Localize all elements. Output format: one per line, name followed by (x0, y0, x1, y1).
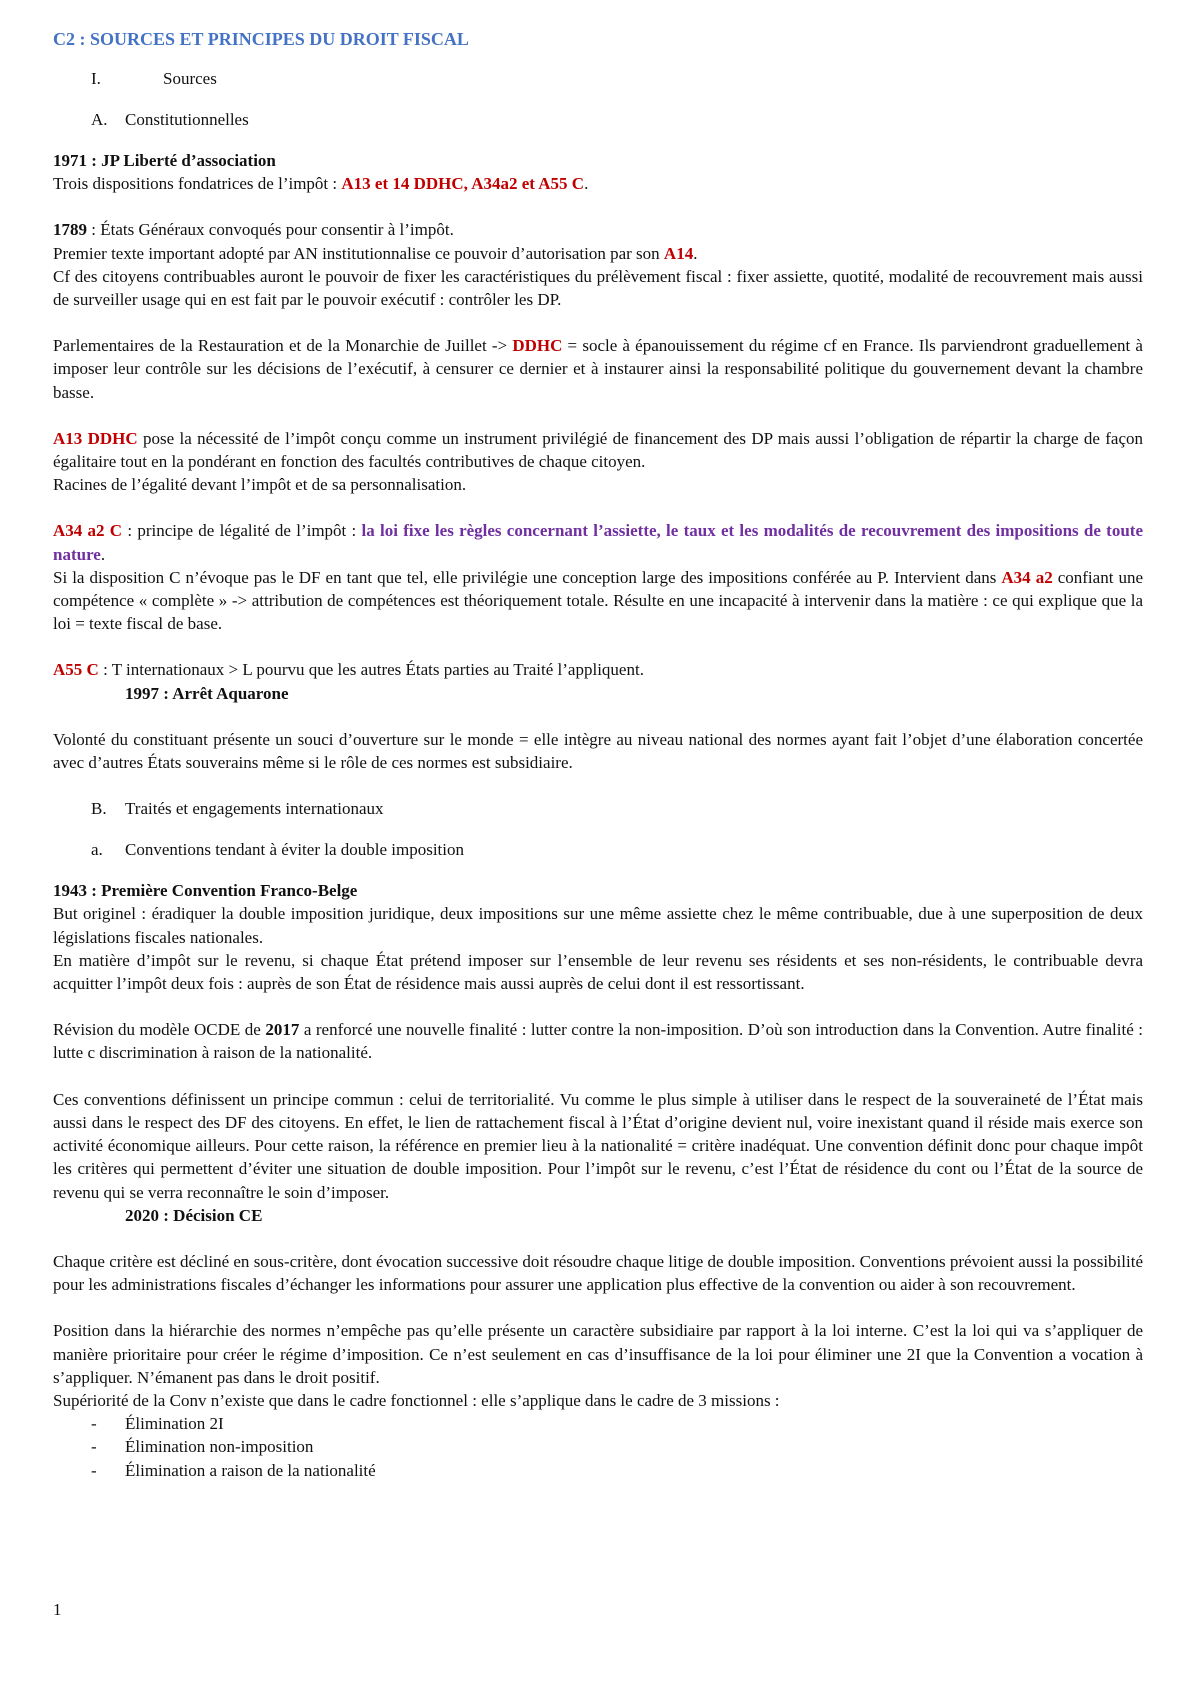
heading-number: I. (91, 69, 101, 88)
paragraph-superiorite: Supériorité de la Conv n’existe que dans le cadre fonctionnel : elle s’applique dans le cadre de 3 missions : (53, 1390, 780, 1410)
paragraph-a13: A13 DDHC pose la nécessité de l’impôt conçu comme un instrument privilégié de financement des DP mais aussi l’obligation de répartir la charge de façon égalitaire tout en la pondérant en fonction des facultés contributives de chaque citoyen. (53, 428, 1143, 472)
paragraph-criteres: Chaque critère est décliné en sous-critère, dont évocation successive doit résoudre chaque litige de double imposition. Conventions prévoient aussi la possibilité pour les administrations fiscales d’échanger les informations pour assurer une application plus effective de la convention ou aider à son recouvrement. (53, 1251, 1143, 1295)
section-1943-heading: 1943 : Première Convention Franco-Belge (53, 881, 358, 901)
list-item: - Élimination a raison de la nationalité (91, 1460, 376, 1480)
paragraph-impot-revenu: En matière d’impôt sur le revenu, si chaque État prétend imposer sur l’ensemble de leur revenu ses résidents et ses non-résidents, le contribuable devra acquitter l’impôt deux fois : auprès de son État de résidence mais aussi auprès de celui dont il est ressortissant. (53, 950, 1143, 994)
paragraph-a34: A34 a2 C : principe de légalité de l’impôt : la loi fixe les règles concernant l’assiette, le taux et les modalités de recouvrement des impositions de toute nature. (53, 521, 1143, 564)
heading-constitutionnelles (91, 108, 1143, 131)
missions-list (53, 1412, 1143, 1482)
heading-number: A. (91, 110, 108, 129)
list-item: - Élimination 2I (91, 1414, 224, 1434)
section-1971-text: Trois dispositions fondatrices de l’impôt : A13 et 14 DDHC, A34a2 et A55 C. (53, 174, 589, 194)
paragraph-ocde: Révision du modèle OCDE de 2017 a renforcé une nouvelle finalité : lutter contre la non-imposition. D’où son introduction dans la Convention. Autre finalité : lutte c discrimination à raison de la nationalité. (53, 1020, 1143, 1063)
list-item: - Élimination non-imposition (91, 1437, 314, 1457)
document-title: C2 : SOURCES ET PRINCIPES DU DROIT FISCAL (53, 29, 469, 49)
heading-number: a. (91, 840, 103, 860)
document-page (53, 28, 1143, 1482)
heading-sources (91, 67, 1143, 90)
heading-label: Conventions tendant à éviter la double imposition (125, 840, 464, 860)
paragraph-territorialite: Ces conventions définissent un principe commun : celui de territorialité. Vu comme le plus simple à utiliser dans le respect de la souveraineté de l’État mais aussi dans le respect des DF des citoyens. En effet, le lien de rattachement fiscal à l’État d’origine devient nul, voire inexistant quand il réside mais exerce son activité économique ailleurs. Pour cette raison, la référence en premier lieu à la nationalité = critère inadéquat. Une convention définit donc pour chaque impôt les critères qui permettent d’éviter une situation de double imposition. Pour l’impôt sur le revenu, c’est l’État de résidence du cont ou l’État de la source de revenu qui se verra reconnaître le soin d’imposer. (53, 1089, 1143, 1202)
paragraph-position: Position dans la hiérarchie des normes n’empêche pas qu’elle présente un caractère subsidiaire par rapport à la loi interne. C’est la loi qui va s’appliquer de manière prioritaire pour créer le régime d’imposition. Ce n’est seulement en cas d’insuffisance de la loi pour éliminer une 2I que la Convention a vocation à s’appliquer. N’émanent pas dans le droit positif. (53, 1321, 1143, 1387)
heading-traites (91, 797, 1143, 820)
heading-label: Traités et engagements internationaux (125, 799, 384, 819)
heading-label: Constitutionnelles (125, 110, 249, 129)
section-1971-heading: 1971 : JP Liberté d’association (53, 151, 276, 170)
subheading-aquarone: 1997 : Arrêt Aquarone (125, 683, 289, 703)
paragraph-volonte: Volonté du constituant présente un souci d’ouverture sur le monde = elle intègre au niveau national des normes ayant fait l’objet d’une élaboration concertée avec d’autres États souverains même si le rôle de ces normes est subsidiaire. (53, 729, 1143, 773)
paragraph-a34-detail: Si la disposition C n’évoque pas le DF en tant que tel, elle privilégie une conception large des impositions conférée au P. Intervient dans A34 a2 confiant une compétence « complète » -> attribution de compétences est théoriquement totale. Résulte en une incapacité à intervenir dans la matière : ce qui explique que la loi = texte fiscal de base. (53, 567, 1144, 634)
paragraph-a55: A55 C : T internationaux > L pourvu que les autres États parties au Traité l’appliquent. (53, 660, 644, 680)
section-1789-line1: 1789 : États Généraux convoqués pour consentir à l’impôt. (53, 220, 454, 240)
section-1789-line2: Premier texte important adopté par AN institutionnalise ce pouvoir d’autorisation par son A14. (53, 243, 698, 263)
paragraph-but-originel: But originel : éradiquer la double imposition juridique, deux impositions sur une même assiette chez le même contribuable, due à une superposition de deux législations fiscales nationales. (53, 904, 1143, 947)
paragraph-parlementaires: Parlementaires de la Restauration et de la Monarchie de Juillet -> DDHC = socle à épanouissement du régime cf en France. Ils parviendront graduellement à imposer leur contrôle sur les décisions de l’exécutif, à censurer ce dernier et à instaurer ainsi la responsabilité politique du gouvernement devant la chambre basse. (53, 336, 1143, 402)
section-1789-line3: Cf des citoyens contribuables auront le pouvoir de fixer les caractéristiques du prélèvement fiscal : fixer assiette, quotité, modalité de recouvrement mais aussi de surveiller usage qui en est fait par le pouvoir exécutif : contrôler les DP. (53, 266, 1143, 310)
heading-number: B. (91, 799, 107, 819)
heading-label: Sources (163, 69, 217, 88)
page-number: 1 (53, 1600, 62, 1619)
subheading-decision-ce: 2020 : Décision CE (125, 1205, 263, 1225)
paragraph-a13-racines: Racines de l’égalité devant l’impôt et de sa personnalisation. (53, 475, 467, 495)
heading-conventions (91, 838, 1143, 861)
